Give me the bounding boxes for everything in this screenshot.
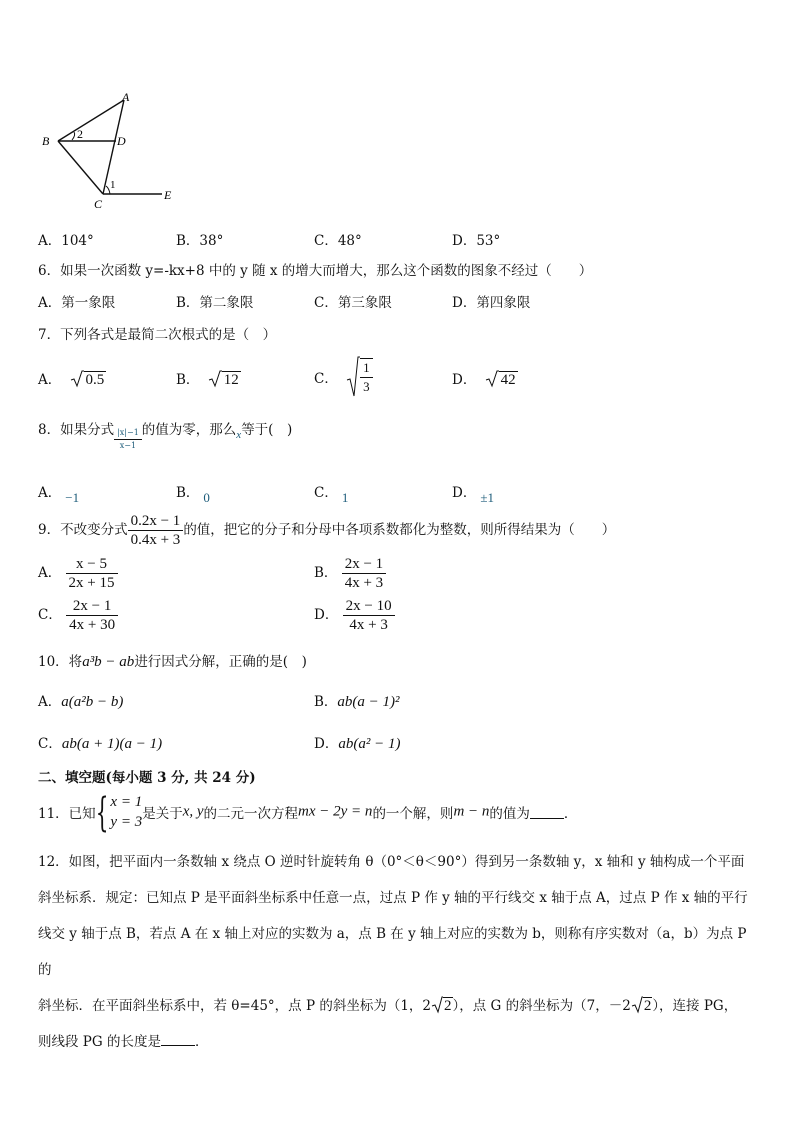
label-D: D — [117, 134, 126, 148]
q9-option-b[interactable]: B． $\frac{2x - 1}{4x + 3}$ — [314, 555, 386, 592]
label-E: E — [164, 188, 172, 202]
q10-expression: a³b − ab — [82, 654, 135, 670]
q7-c-numerator: 1 — [360, 359, 373, 378]
q9-stem: 9．不改变分式 $\frac{0.2x - 1}{0.4x + 3}$ 的值，把它的分子和分母中各项系数都化为整数，则所得结果为（ ） — [38, 513, 616, 548]
q10-option-a[interactable]: A．a(a²b − b) — [38, 694, 124, 710]
sqrt-sign-icon — [346, 356, 360, 398]
q7-radicand-b: 12 — [223, 372, 239, 388]
q12-paragraph: 12．如图，把平面内一条数轴 x 绕点 O 逆时针旋转角 θ（0°＜θ＜90°）得到另一条数轴 y，x 轴和 y 轴构成一个平面 斜坐标系．规定：已知点 P 是平面斜坐标系中任意一点，过点 P 作 y 轴的平行线交 x 轴于点 A，过点 P 作 x 轴的平行 线交 y 轴于点 B，若点 A 在 x 轴上对应的实数为 a，点 B 在 y 轴上对应的实数为 b，则称有序实数对（a，b）为点 P 的 斜坐标．在平面斜坐标系中，若 θ=45°，点 P 的斜坐标为（1，2 2），点 G 的斜坐标为（7，－2 2），连接 PG， 则线段 PG 的长度是 ． — [38, 854, 748, 1050]
q8-option-d[interactable]: D． ±1 — [452, 485, 494, 505]
q10-stem: 10．将a³b − ab进行因式分解，正确的是( ) — [38, 654, 307, 670]
q7-option-c[interactable]: C． $\frac{1}{3}$ — [314, 356, 373, 398]
q5-option-d[interactable]: D．53° — [452, 233, 501, 249]
sqrt-sign-icon — [631, 996, 643, 1014]
q7-option-a[interactable]: A． 0.5 — [38, 372, 105, 388]
q11-answer-blank[interactable] — [530, 806, 564, 819]
triangle-figure — [36, 88, 186, 208]
q8-option-b[interactable]: B． 0 — [176, 485, 210, 505]
q9-option-a[interactable]: A． $\frac{x - 5}{2x + 15}$ — [38, 555, 118, 592]
q5-option-a[interactable]: A．104° — [38, 233, 94, 249]
q10-option-d[interactable]: D．ab(a² − 1) — [314, 736, 401, 752]
q7-option-d[interactable]: D． 42 — [452, 372, 516, 388]
q8-fraction: $\frac{|x|-1}{x-1}$ — [114, 427, 142, 452]
q8-stem: 8．如果分式 $\frac{|x|-1}{x-1}$ 的值为零，那么$_x$等于( ) — [38, 422, 293, 450]
q8-option-a[interactable]: A． −1 — [38, 485, 80, 505]
q12-answer-blank[interactable] — [161, 1033, 195, 1046]
sqrt-sign-icon — [70, 370, 84, 388]
q5-option-b[interactable]: B．38° — [176, 233, 224, 249]
q7-stem: 7．下列各式是最简二次根式的是（ ） — [38, 327, 277, 343]
label-C: C — [94, 197, 103, 208]
sqrt-sign-icon — [431, 996, 443, 1014]
q7-radicand-a: 0.5 — [85, 372, 105, 388]
q8-variable: x — [236, 429, 242, 441]
label-angle-1: 1 — [110, 179, 116, 191]
q10-option-c[interactable]: C．ab(a + 1)(a − 1) — [38, 736, 163, 752]
q6-option-b[interactable]: B．第二象限 — [176, 295, 254, 311]
q6-stem: 6．如果一次函数 y=-kx+8 中的 y 随 x 的增大而增大，那么这个函数的图象不经过（ ） — [38, 263, 593, 279]
label-angle-2: 2 — [77, 127, 83, 141]
q7-radicand-d: 42 — [500, 372, 516, 388]
section-2-title: 二、填空题(每小题 3 分, 共 24 分) — [38, 770, 256, 786]
q6-option-d[interactable]: D．第四象限 — [452, 295, 531, 311]
q10-option-b[interactable]: B．ab(a − 1)² — [314, 694, 400, 710]
q6-option-a[interactable]: A．第一象限 — [38, 295, 116, 311]
q9-option-d[interactable]: D． $\frac{2x - 10}{4x + 3}$ — [314, 597, 395, 634]
q8-option-c[interactable]: C． 1 — [314, 485, 349, 505]
q7-option-b[interactable]: B． 12 — [176, 372, 239, 388]
sqrt-sign-icon — [208, 370, 222, 388]
q9-option-c[interactable]: C． $\frac{2x - 1}{4x + 30}$ — [38, 597, 118, 634]
brace-icon: { — [95, 788, 109, 836]
q6-option-c[interactable]: C．第三象限 — [314, 295, 392, 311]
q11-stem: 11．已知{ x = 1 y = 3 是关于x, y的二元一次方程mx − 2y = n的一个解，则m − n的值为 ． — [38, 792, 577, 832]
label-B: B — [42, 134, 50, 148]
label-A: A — [122, 90, 130, 104]
q5-option-c[interactable]: C．48° — [314, 233, 362, 249]
sqrt-sign-icon — [485, 370, 499, 388]
q7-c-denominator: 3 — [363, 379, 370, 394]
q9-fraction: $\frac{0.2x - 1}{0.4x + 3}$ — [128, 512, 184, 549]
